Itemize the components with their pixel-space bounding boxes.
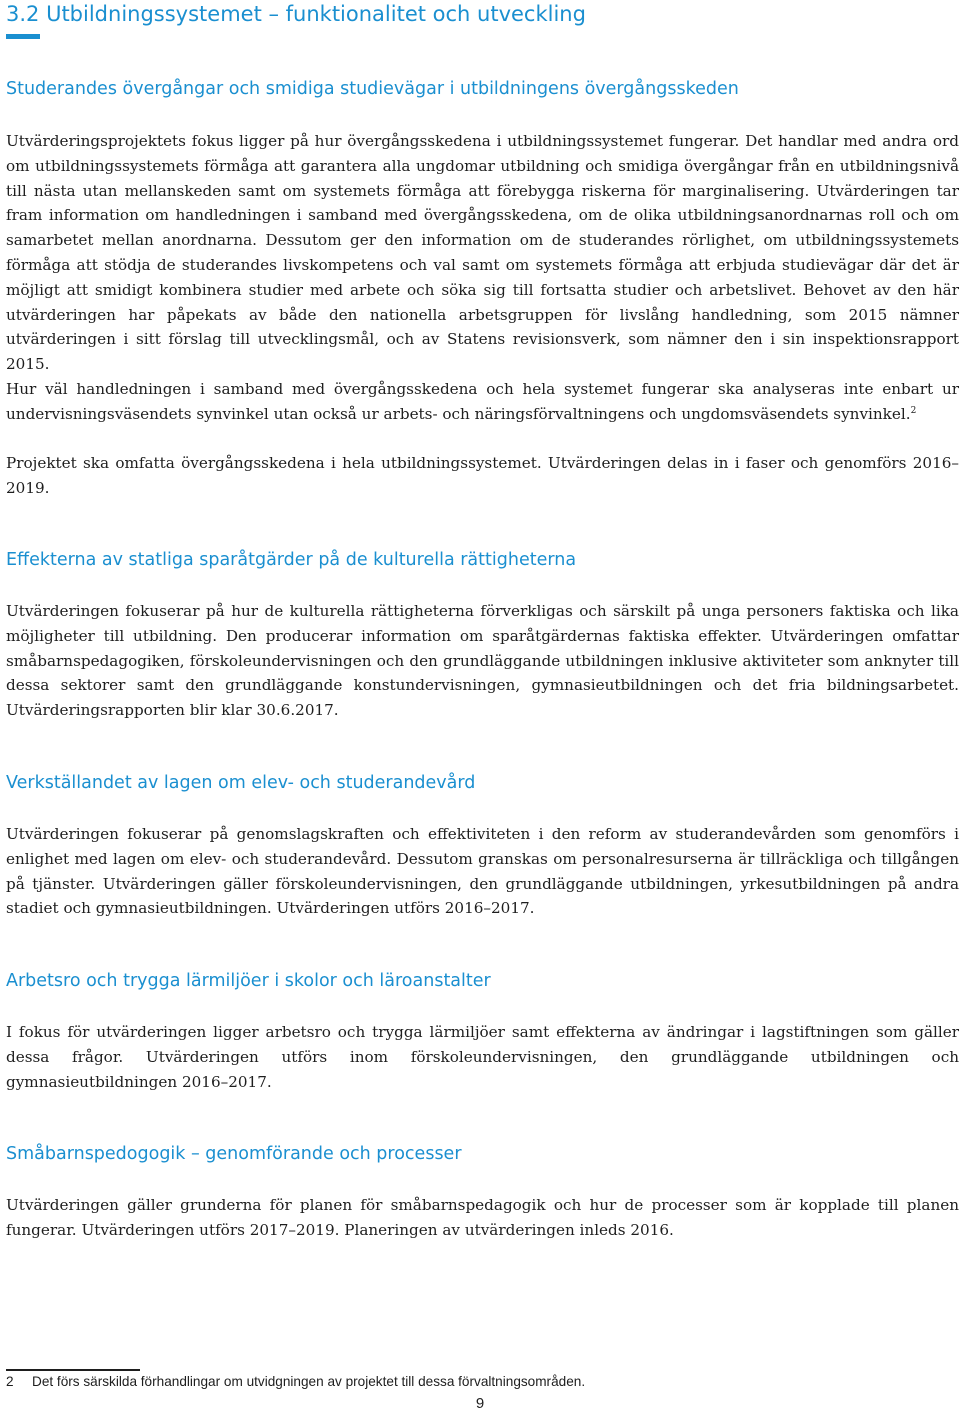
- paragraph-transitions-3: Projektet ska omfatta övergångsskedena i hela utbildningssystemet. Utvärderingen delas in i faser och genomförs 2016–2019.: [6, 454, 959, 497]
- page-title: 3.2 Utbildningssystemet – funktionalitet och utveckling: [6, 2, 586, 26]
- footnote-reference: 2: [910, 405, 917, 416]
- paragraph-student-welfare-1: Utvärderingen fokuserar på genomslagskraften och effektiviteten i den reform av studerandevården som genomförs i enlighet med lagen om elev- och studerandevård. Dessutom granskas om personalresurserna är tillräckliga och tillgången på tjänster. Utvärderingen gäller förskoleundervisningen, den grundläggande utbildningen, yrkesutbildningen på andra stadiet och gymnasieutbildningen. Utvärderingen utförs 2016–2017.: [6, 825, 959, 918]
- paragraph-safe-learning-1: I fokus för utvärderingen ligger arbetsro och trygga lärmiljöer samt effekterna av ändringar i lagstiftningen som gäller dessa frågor. Utvärderingen utförs inom förskoleundervisningen, den grundläggande utbildningen och gymnasieutbildningen 2016–2017.: [6, 1023, 959, 1091]
- section-heading-early-childhood: Småbarnspedogogik – genomförande och processer: [6, 1144, 462, 1164]
- paragraph-text: Hur väl handledningen i samband med övergångsskedena och hela systemet fungerar ska analyseras inte enbart ur undervisningsväsendets synvinkel utan också ur arbets- och näringsförvaltningens och ungdomsväsendets synvinkel.: [6, 380, 959, 423]
- title-accent-bar: [6, 34, 40, 39]
- footnote-number: 2: [6, 1374, 14, 1389]
- section-heading-transitions: Studerandes övergångar och smidiga studievägar i utbildningens övergångsskeden: [6, 79, 739, 99]
- paragraph-savings-1: Utvärderingen fokuserar på hur de kulturella rättigheterna förverkligas och särskilt på unga personers faktiska och lika möjligheter till utbildning. Den producerar information om sparåtgärdernas faktiska effekter. Utvärderingen omfattar småbarnspedagogiken, förskoleundervisningen och den grundläggande utbildningen inklusive aktiviteter som anknyter till dessa sektorer samt den grundläggande konstundervisningen, gymnasieutbildningen och det fria bildningsarbetet. Utvärderingsrapporten blir klar 30.6.2017.: [6, 602, 959, 720]
- footnote: [6, 1374, 585, 1389]
- footnote-text: Det förs särskilda förhandlingar om utvidgningen av projektet till dessa förvaltningsområden.: [32, 1374, 586, 1389]
- paragraph-early-childhood-1: Utvärderingen gäller grunderna för planen för småbarnspedagogik och hur de processer som är kopplade till planen fungerar. Utvärderingen utförs 2017–2019. Planeringen av utvärderingen inleds 2016.: [6, 1196, 959, 1239]
- section-heading-savings: Effekterna av statliga sparåtgärder på de kulturella rättigheterna: [6, 550, 577, 570]
- paragraph-transitions-1: Utvärderingsprojektets fokus ligger på hur övergångsskedena i utbildningssystemet fungerar. Det handlar med andra ord om utbildningssystemets förmåga att garantera alla ungdomar utbildning och smidiga övergångar från en utbildningsnivå till nästa utan mellanskeden samt om systemets förmåga att förebygga riskerna för marginalisering. Utvärderingen tar fram information om handledningen i samband med övergångsskedena, om de olika utbildningsanordnarnas roll och om samarbetet mellan anordnarna. Dessutom ger den information om de studerandes rörlighet, om utbildningssystemets förmåga att stödja de studerandes livskompetens och val samt om systemets förmåga att erbjuda studievägar där det är möjligt att smidigt kombinera studier med arbete och söka sig till fortsatta studier och arbetslivet. Behovet av den här utvärderingen har påpekats av både den nationella arbetsgruppen för livslång handledning, som 2015 nämner utvärderingen i sitt förslag till utvecklingsmål, och av Statens revisionsverk, som nämner den i sin inspektionsrapport 2015.: [6, 132, 959, 374]
- footnote-divider: [6, 1369, 140, 1371]
- page-number: 9: [475, 1395, 485, 1412]
- section-heading-student-welfare: Verkställandet av lagen om elev- och studerandevård: [6, 773, 476, 793]
- section-heading-safe-learning: Arbetsro och trygga lärmiljöer i skolor och läroanstalter: [6, 971, 491, 991]
- paragraph-transitions-2: [6, 377, 959, 427]
